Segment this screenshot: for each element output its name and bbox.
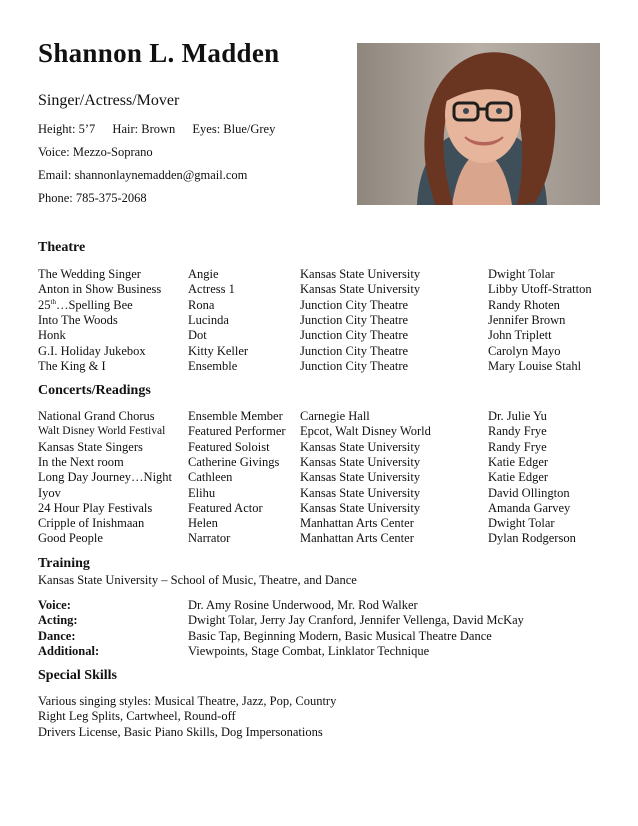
- venue-cell: Junction City Theatre: [300, 343, 409, 358]
- venue-cell: Kansas State University: [300, 470, 421, 485]
- venue-cell: Junction City Theatre: [300, 358, 409, 373]
- theatre-row: [0, 344, 638, 359]
- director-cell: Katie Edger: [488, 470, 549, 485]
- training-value: Basic Tap, Beginning Modern, Basic Musical Theatre Dance: [188, 628, 492, 643]
- director-cell: Mary Louise Stahl: [488, 358, 582, 373]
- director-cell: Jennifer Brown: [488, 312, 566, 327]
- director-cell: Dwight Tolar: [488, 516, 555, 531]
- theatre-row: [0, 298, 638, 313]
- ordinal-number: 25: [38, 297, 51, 312]
- training-label: Voice:: [38, 598, 71, 612]
- show-title: Kansas State Singers: [38, 439, 143, 454]
- role-cell: Catherine Givings: [188, 454, 280, 469]
- venue-cell: Kansas State University: [300, 485, 421, 500]
- director-cell: Dylan Rodgerson: [488, 531, 576, 546]
- show-title: 24 Hour Play Festivals: [38, 500, 153, 515]
- director-cell: Dwight Tolar: [488, 267, 555, 281]
- role-cell: Dot: [188, 328, 207, 343]
- training-school: Kansas State University – School of Music, Theatre, and Dance: [38, 573, 357, 587]
- role-cell: Featured Performer: [188, 424, 286, 439]
- training-value: Dwight Tolar, Jerry Jay Cranford, Jennifer Vellenga, David McKay: [188, 613, 524, 628]
- venue-cell: Junction City Theatre: [300, 312, 409, 327]
- theatre-row: [0, 313, 638, 328]
- venue-cell: Junction City Theatre: [300, 328, 409, 343]
- training-value: Dr. Amy Rosine Underwood, Mr. Rod Walker: [188, 598, 418, 612]
- skill-line: Various singing styles: Musical Theatre, Jazz, Pop, Country: [38, 694, 337, 708]
- director-cell: David Ollington: [488, 485, 570, 500]
- phone-text: Phone: 785-375-2068: [38, 191, 147, 205]
- training-label: Dance:: [38, 628, 76, 643]
- concerts-row: [0, 409, 638, 424]
- skill-line: Drivers License, Basic Piano Skills, Dog Impersonations: [38, 724, 323, 739]
- show-title: Good People: [38, 531, 103, 546]
- show-title: [38, 298, 133, 313]
- role-cell: Ensemble Member: [188, 409, 283, 423]
- show-title: Into The Woods: [38, 312, 118, 327]
- concerts-row: [0, 486, 638, 501]
- venue-cell: Kansas State University: [300, 282, 421, 297]
- director-cell: Randy Rhoten: [488, 297, 560, 312]
- concerts-row: [0, 470, 638, 485]
- concerts-row: [0, 531, 638, 546]
- venue-cell: Epcot, Walt Disney World: [300, 424, 431, 439]
- role-cell: Featured Soloist: [188, 439, 270, 454]
- headshot-photo: [357, 43, 600, 205]
- show-title: Anton in Show Business: [38, 282, 162, 297]
- venue-cell: Kansas State University: [300, 439, 421, 454]
- venue-cell: Carnegie Hall: [300, 409, 370, 423]
- director-cell: Randy Frye: [488, 424, 547, 439]
- show-title: Walt Disney World Festival: [38, 425, 166, 438]
- concerts-row: [0, 455, 638, 470]
- theatre-row: [0, 267, 638, 282]
- training-label: Acting:: [38, 613, 78, 628]
- show-title: Honk: [38, 328, 66, 343]
- show-title: Iyov: [38, 485, 61, 500]
- show-title-rest: …Spelling Bee: [55, 297, 133, 312]
- height-text: Height: 5’7: [38, 122, 96, 136]
- venue-cell: Kansas State University: [300, 454, 421, 469]
- role-cell: Lucinda: [188, 312, 229, 327]
- skills-heading: Special Skills: [38, 668, 117, 683]
- training-item: [0, 613, 638, 628]
- training-item: [0, 629, 638, 644]
- venue-cell: Junction City Theatre: [300, 297, 409, 312]
- theatre-heading: Theatre: [38, 240, 86, 255]
- show-title: In the Next room: [38, 454, 124, 469]
- role-cell: Helen: [188, 516, 218, 531]
- show-title: The King & I: [38, 358, 106, 373]
- venue-cell: Manhattan Arts Center: [300, 516, 414, 531]
- role-cell: Featured Actor: [188, 500, 263, 515]
- training-item: [0, 644, 638, 659]
- show-title: National Grand Chorus: [38, 409, 155, 423]
- role-cell: Angie: [188, 267, 219, 281]
- role-cell: Kitty Keller: [188, 343, 249, 358]
- director-cell: Katie Edger: [488, 454, 549, 469]
- show-title: Long Day Journey…Night: [38, 470, 173, 485]
- role-cell: Actress 1: [188, 282, 235, 297]
- concerts-row: [0, 440, 638, 455]
- resume-name: Shannon L. Madden: [38, 38, 280, 68]
- training-item: [0, 598, 638, 613]
- role-cell: Cathleen: [188, 470, 233, 485]
- theatre-row: [0, 328, 638, 343]
- show-title: The Wedding Singer: [38, 267, 141, 281]
- concerts-row: [0, 424, 638, 439]
- ordinal-suffix: th: [50, 297, 56, 306]
- eyes-text: Eyes: Blue/Grey: [192, 122, 276, 136]
- venue-cell: Manhattan Arts Center: [300, 531, 414, 546]
- role-cell: Elihu: [188, 485, 216, 500]
- role-cell: Narrator: [188, 531, 231, 546]
- role-cell: Ensemble: [188, 358, 238, 373]
- concerts-row: [0, 501, 638, 516]
- venue-cell: Kansas State University: [300, 267, 421, 281]
- venue-cell: Kansas State University: [300, 500, 421, 515]
- theatre-row: [0, 282, 638, 297]
- theatre-row: [0, 359, 638, 374]
- director-cell: John Triplett: [488, 328, 552, 343]
- training-value: Viewpoints, Stage Combat, Linklator Technique: [188, 643, 430, 658]
- show-title: Cripple of Inishmaan: [38, 516, 145, 531]
- concerts-heading: Concerts/Readings: [38, 383, 151, 398]
- training-label: Additional:: [38, 643, 100, 658]
- director-cell: Dr. Julie Yu: [488, 409, 547, 423]
- director-cell: Randy Frye: [488, 439, 547, 454]
- skill-line: Right Leg Splits, Cartwheel, Round-off: [38, 709, 236, 724]
- email-text: Email: shannonlaynemadden@gmail.com: [38, 168, 248, 182]
- voice-type: Voice: Mezzo-Soprano: [38, 145, 153, 159]
- hair-text: Hair: Brown: [112, 122, 176, 136]
- training-heading: Training: [38, 556, 90, 571]
- concerts-row: [0, 516, 638, 531]
- director-cell: Carolyn Mayo: [488, 343, 561, 358]
- show-title: G.I. Holiday Jukebox: [38, 343, 146, 358]
- director-cell: Libby Utoff-Stratton: [488, 282, 592, 297]
- director-cell: Amanda Garvey: [488, 500, 571, 515]
- resume-role: Singer/Actress/Mover: [38, 92, 180, 109]
- role-cell: Rona: [188, 297, 215, 312]
- physical-stats: [38, 122, 289, 137]
